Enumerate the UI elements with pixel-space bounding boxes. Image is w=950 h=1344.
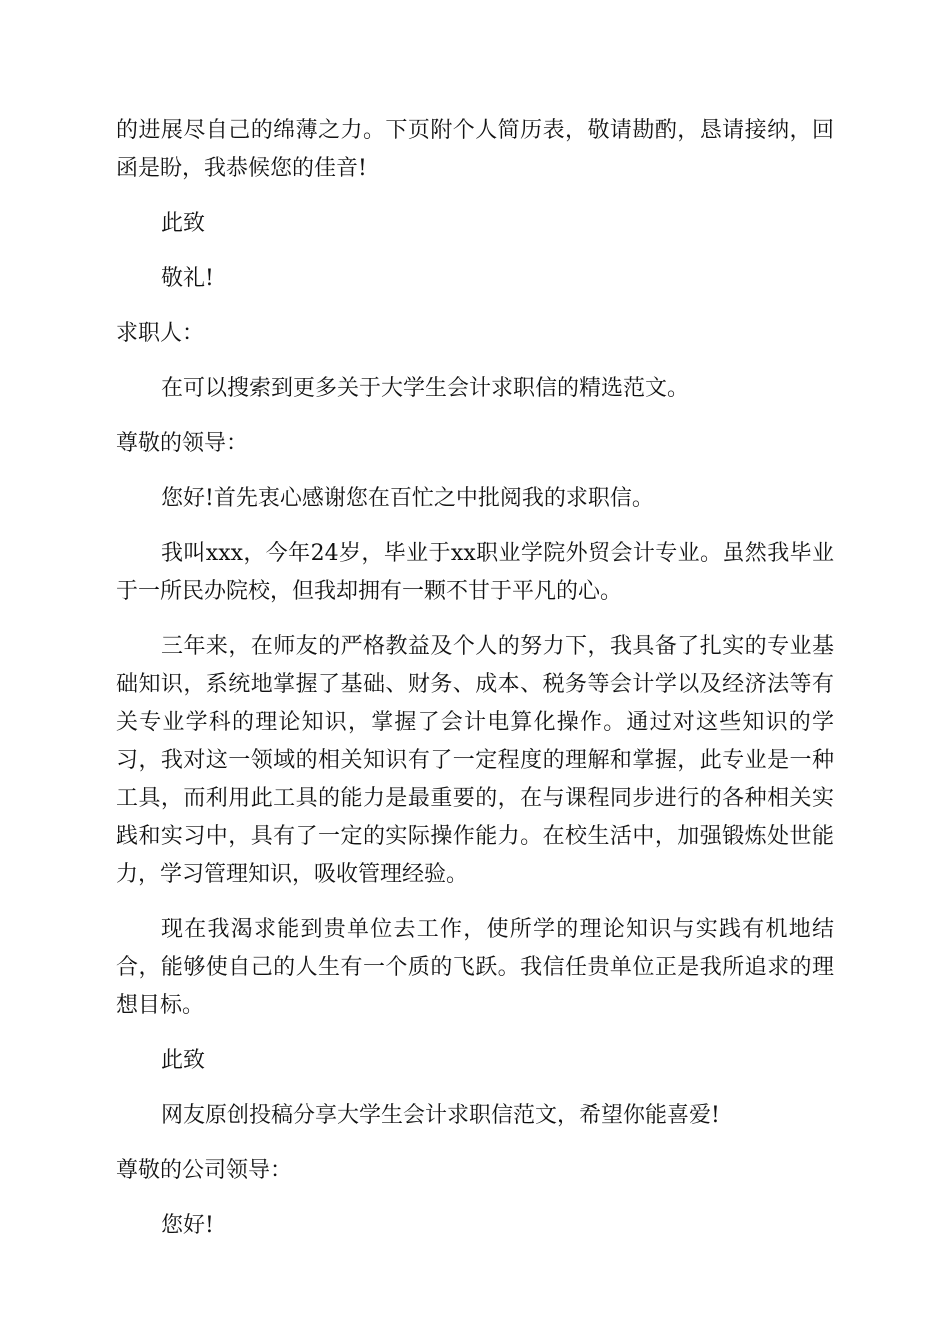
greeting-leader: 尊敬的领导：: [116, 431, 249, 456]
salutation-cizhi-2: 此致: [161, 1048, 206, 1073]
share-note-paragraph: 网友原创投稿分享大学生会计求职信范文，希望你能喜爱!: [161, 1103, 720, 1128]
salutation-cizhi: 此致: [161, 211, 206, 236]
signature-applicant: 求职人：: [116, 321, 205, 346]
letter-closing-paragraph: 的进展尽自己的绵薄之力。下页附个人简历表，敬请勘酌，恳请接纳，回函是盼，我恭候您的佳音!: [116, 118, 834, 181]
aspiration-paragraph: 现在我渴求能到贵单位去工作，使所学的理论知识与实践有机地结合，能够使自己的人生有一个质的飞跃。我信任贵单位正是我所追求的理想目标。: [116, 917, 834, 1018]
greeting-company-leader: 尊敬的公司领导：: [116, 1158, 293, 1183]
self-intro-paragraph: 我叫xxx，今年24岁，毕业于xx职业学院外贸会计专业。虽然我毕业于一所民办院校，但我却拥有一颗不甘于平凡的心。: [116, 541, 834, 604]
greeting-hello: 您好!: [161, 1213, 214, 1238]
search-note-paragraph: 在可以搜索到更多关于大学生会计求职信的精选范文。: [161, 376, 690, 401]
education-paragraph: 三年来，在师友的严格教益及个人的努力下，我具备了扎实的专业基础知识，系统地掌握了基础、财务、成本、税务等会计学以及经济法等有关专业学科的理论知识，掌握了会计电算化操作。通过对这些知识的学习，我对这一领域的相关知识有了一定程度的理解和掌握，此专业是一种工具，而利用此工具的能力是最重要的，在与课程同步进行的各种相关实践和实习中，具有了一定的实际操作能力。在校生活中，加强锻炼处世能力，学习管理知识，吸收管理经验。: [116, 634, 834, 887]
document-body: [116, 112, 834, 1262]
greeting-thanks-paragraph: 您好!首先衷心感谢您在百忙之中批阅我的求职信。: [161, 486, 654, 511]
salutation-jingli: 敬礼!: [161, 266, 214, 291]
